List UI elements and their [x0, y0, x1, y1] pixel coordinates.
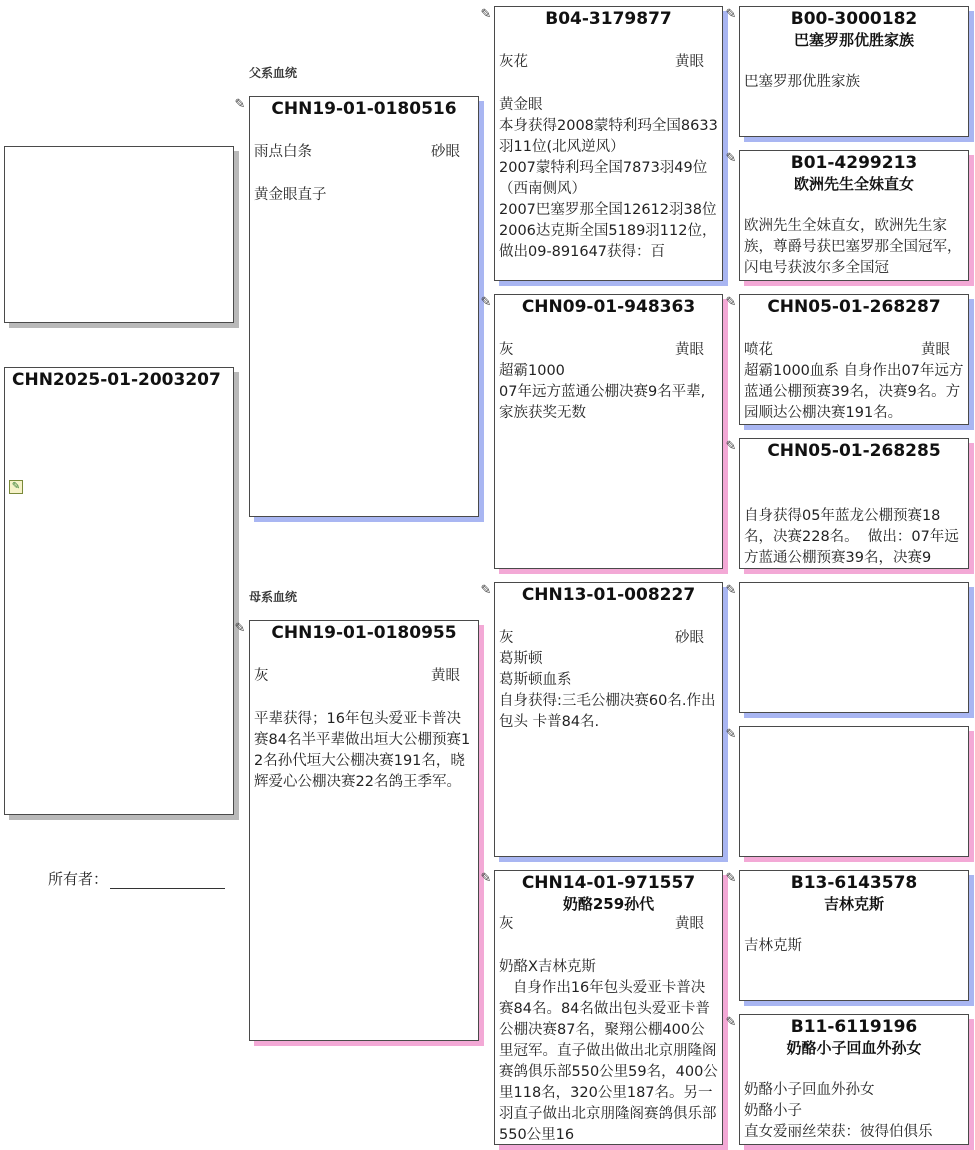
sire-notes: 黄金眼直子	[254, 187, 327, 203]
owner-label: 所有者：	[48, 870, 109, 888]
paternal-label: 父系血统	[249, 66, 298, 80]
ss-color: 灰花	[499, 54, 528, 70]
subject-card	[4, 367, 234, 815]
ss-ring: B04-3179877	[545, 9, 672, 29]
sss-card	[739, 6, 969, 137]
dsd-card	[739, 726, 969, 857]
dd-ring: CHN14-01-971557	[521, 873, 696, 893]
dds-name: 吉林克斯	[823, 895, 884, 913]
ds-ring: CHN13-01-008227	[521, 585, 696, 605]
dam-color: 灰	[254, 668, 269, 684]
dam-color-row	[250, 666, 478, 687]
ds-notes: 葛斯顿 葛斯顿血系 自身获得:三毛公棚决赛60名.作出包头 卡普84名.	[499, 651, 716, 730]
sd-ring: CHN09-01-948363	[521, 297, 696, 317]
sdd-card	[739, 438, 969, 569]
edit-pencil-icon[interactable]: ✎	[234, 621, 246, 636]
edit-pencil-icon[interactable]: ✎	[480, 295, 492, 310]
edit-pencil-icon[interactable]: ✎	[480, 583, 492, 598]
ss-color-row	[495, 52, 722, 73]
edit-pencil-icon[interactable]: ✎	[234, 97, 246, 112]
sd-notes: 超霸1000 07年远方蓝通公棚决赛9名平辈,家族获奖无数	[499, 363, 706, 421]
ssd-name: 欧洲先生全妹直女	[793, 175, 914, 193]
sss-ring: B00-3000182	[790, 9, 918, 29]
dam-card	[249, 620, 479, 1041]
sire-card	[249, 96, 479, 517]
edit-pencil-icon[interactable]: ✎	[480, 871, 492, 886]
ssd-notes: 欧洲先生全妹直女，欧洲先生家族，尊爵号获巴塞罗那全国冠军，闪电号获波尔多全国冠	[744, 218, 962, 276]
note-icon[interactable]: ✎	[9, 480, 23, 494]
sd-color-row	[495, 340, 722, 361]
edit-pencil-icon[interactable]: ✎	[725, 727, 737, 742]
ss-card	[494, 6, 723, 281]
edit-pencil-icon[interactable]: ✎	[725, 871, 737, 886]
edit-pencil-icon[interactable]: ✎	[725, 439, 737, 454]
photo-box	[4, 146, 234, 323]
sd-eye: 黄眼	[675, 342, 704, 358]
dds-card	[739, 870, 969, 1001]
sds-eye: 黄眼	[921, 342, 950, 358]
ds-color: 灰	[499, 630, 514, 646]
ddd-notes: 奶酪小子回血外孙女 奶酪小子 直女爱丽丝荣获：彼得伯俱乐	[744, 1082, 933, 1140]
ds-color-row	[495, 628, 722, 649]
dss-card	[739, 582, 969, 713]
sire-color: 雨点白条	[254, 144, 312, 160]
ds-eye: 砂眼	[675, 630, 704, 646]
sire-eye: 砂眼	[431, 144, 460, 160]
dam-ring: CHN19-01-0180955	[271, 623, 457, 643]
edit-pencil-icon[interactable]: ✎	[480, 7, 492, 22]
ds-card	[494, 582, 723, 857]
edit-pencil-icon[interactable]: ✎	[725, 151, 737, 166]
ssd-ring: B01-4299213	[790, 153, 918, 173]
ddd-card	[739, 1014, 969, 1145]
sd-color: 灰	[499, 342, 514, 358]
maternal-label: 母系血统	[249, 590, 298, 604]
dds-ring: B13-6143578	[790, 873, 918, 893]
edit-pencil-icon[interactable]: ✎	[725, 295, 737, 310]
dd-color-row	[495, 914, 722, 935]
owner-line[interactable]	[110, 870, 225, 889]
edit-pencil-icon[interactable]: ✎	[725, 7, 737, 22]
sds-color: 喷花	[744, 342, 773, 358]
dd-color: 灰	[499, 916, 514, 932]
sds-card	[739, 294, 969, 425]
dd-name: 奶酪259孙代	[562, 895, 655, 913]
dam-notes: 平辈获得；16年包头爱亚卡普决赛84名半平辈做出垣大公棚预赛12名孙代垣大公棚决赛191名，晓辉爱心公棚决赛22名鸽王季军。	[254, 711, 471, 790]
dds-notes: 吉林克斯	[744, 938, 802, 954]
edit-pencil-icon[interactable]: ✎	[725, 583, 737, 598]
dd-notes: 奶酪X吉林克斯 自身作出16年包头爱亚卡普决赛84名。84名做出包头爱亚卡普公棚决赛87名，聚翔公棚400公里冠军。直子做出做出北京朋隆阁赛鸽俱乐部550公里59名，400公里118名，320公里187名。另一羽直子做出北京朋隆阁赛鸽俱乐部550公里16	[499, 959, 718, 1143]
sss-name: 巴塞罗那优胜家族	[793, 31, 914, 49]
ss-notes: 黄金眼 本身获得2008蒙特利玛全国8633羽11位(北风逆风） 2007蒙特利玛全国7873羽49位（西南侧风） 2007巴塞罗那全国12612羽38位 2006达克斯全国5189羽112位，做出09-891647获得：百	[499, 97, 718, 260]
dd-card	[494, 870, 723, 1145]
edit-pencil-icon[interactable]: ✎	[725, 1015, 737, 1030]
sire-color-row	[250, 142, 478, 163]
sire-ring: CHN19-01-0180516	[271, 99, 457, 119]
dd-eye: 黄眼	[675, 916, 704, 932]
dam-eye: 黄眼	[431, 668, 460, 684]
sds-ring: CHN05-01-268287	[767, 297, 941, 317]
sds-color-row	[740, 340, 968, 361]
sdd-ring: CHN05-01-268285	[767, 441, 941, 461]
ssd-card	[739, 150, 969, 281]
ddd-name: 奶酪小子回血外孙女	[786, 1039, 922, 1057]
sdd-notes: 自身获得05年蓝龙公棚预赛18名，决赛228名。 做出：07年远方蓝通公棚预赛39名，决赛9	[744, 508, 959, 566]
sss-notes: 巴塞罗那优胜家族	[744, 74, 860, 90]
ss-eye: 黄眼	[675, 54, 704, 70]
sds-notes: 超霸1000血系 自身作出07年远方蓝通公棚预赛39名，决赛9名。方园顺达公棚决赛191名。	[744, 363, 964, 421]
sd-card	[494, 294, 723, 569]
owner-field	[48, 868, 225, 889]
ddd-ring: B11-6119196	[790, 1017, 918, 1037]
subject-ring: CHN2025-01-2003207	[12, 370, 221, 390]
